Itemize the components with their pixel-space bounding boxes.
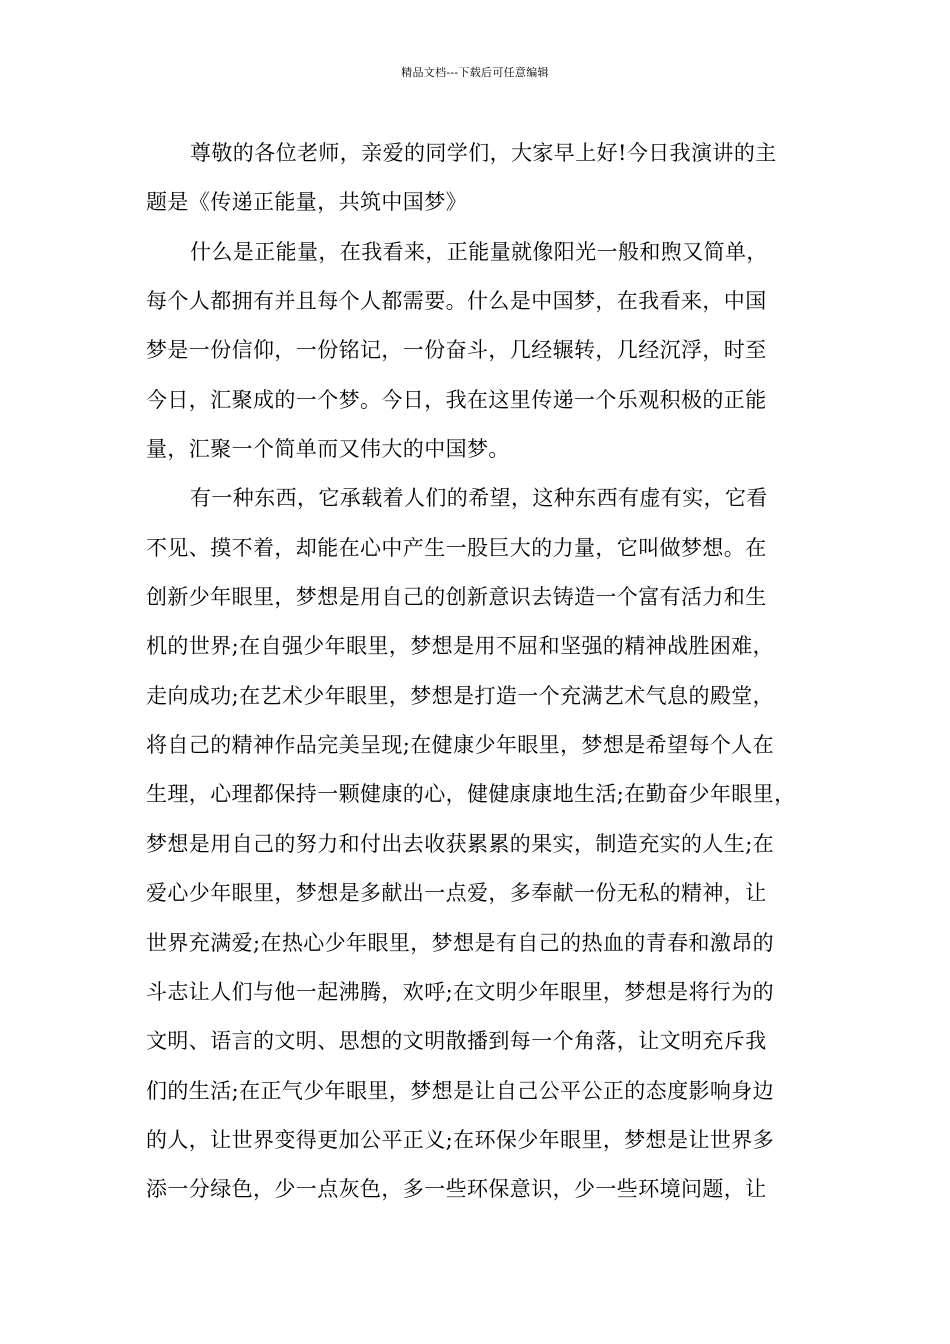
text-line: 什么是正能量，在我看来，正能量就像阳光一般和煦又简单， bbox=[190, 239, 768, 264]
text-line: 文明、语言的文明、思想的文明散播到每一个角落，让文明充斥我 bbox=[146, 1029, 767, 1054]
text-line: 添一分绿色，少一点灰色，多一些环保意识，少一些环境问题，让 bbox=[146, 1177, 767, 1202]
paragraph-dreams bbox=[146, 478, 806, 1218]
text-line: 的人，让世界变得更加公平正义;在环保少年眼里，梦想是让世界多 bbox=[146, 1127, 775, 1152]
text-line: 们的生活;在正气少年眼里，梦想是让自己公平公正的态度影响身边 bbox=[146, 1078, 775, 1103]
paragraph-positive-energy bbox=[146, 232, 806, 479]
text-line: 尊敬的各位老师，亲爱的同学们，大家早上好!今日我演讲的主 bbox=[190, 141, 777, 165]
text-line: 世界充满爱;在热心少年眼里，梦想是有自己的热血的青春和激昂的 bbox=[146, 930, 775, 955]
text-line: 不见、摸不着，却能在心中产生一股巨大的力量，它叫做梦想。在 bbox=[146, 535, 767, 560]
text-line: 生理，心理都保持一颗健康的心，健健康康地生活;在勤奋少年眼里， bbox=[146, 782, 796, 807]
text-line: 走向成功;在艺术少年眼里，梦想是打造一个充满艺术气息的殿堂， bbox=[146, 683, 775, 708]
text-line: 梦想是用自己的努力和付出去收获累累的果实，制造充实的人生;在 bbox=[146, 831, 775, 856]
paragraph-greeting bbox=[146, 133, 806, 232]
text-line: 将自己的精神作品完美呈现;在健康少年眼里，梦想是希望每个人在 bbox=[146, 733, 775, 758]
text-line: 梦是一份信仰，一份铭记，一份奋斗，几经辗转，几经沉浮，时至 bbox=[146, 338, 767, 363]
text-line: 每个人都拥有并且每个人都需要。什么是中国梦，在我看来，中国 bbox=[146, 289, 767, 314]
text-line: 机的世界;在自强少年眼里，梦想是用不屈和坚强的精神战胜困难， bbox=[146, 634, 775, 659]
text-line: 量，汇聚一个简单而又伟大的中国梦。 bbox=[146, 437, 510, 462]
text-line: 今日，汇聚成的一个梦。今日，我在这里传递一个乐观积极的正能 bbox=[146, 387, 767, 412]
text-line: 题是《传递正能量，共筑中国梦》 bbox=[146, 190, 467, 215]
text-line: 爱心少年眼里，梦想是多献出一点爱，多奉献一份无私的精神，让 bbox=[146, 881, 767, 906]
text-line: 有一种东西，它承载着人们的希望，这种东西有虚有实，它看 bbox=[190, 486, 768, 511]
text-line: 斗志让人们与他一起沸腾，欢呼;在文明少年眼里，梦想是将行为的 bbox=[146, 979, 775, 1004]
text-line: 创新少年眼里，梦想是用自己的创新意识去铸造一个富有活力和生 bbox=[146, 585, 767, 610]
document-body bbox=[146, 133, 806, 1219]
page-header: 精品文档---下载后可任意编辑 bbox=[401, 66, 549, 79]
